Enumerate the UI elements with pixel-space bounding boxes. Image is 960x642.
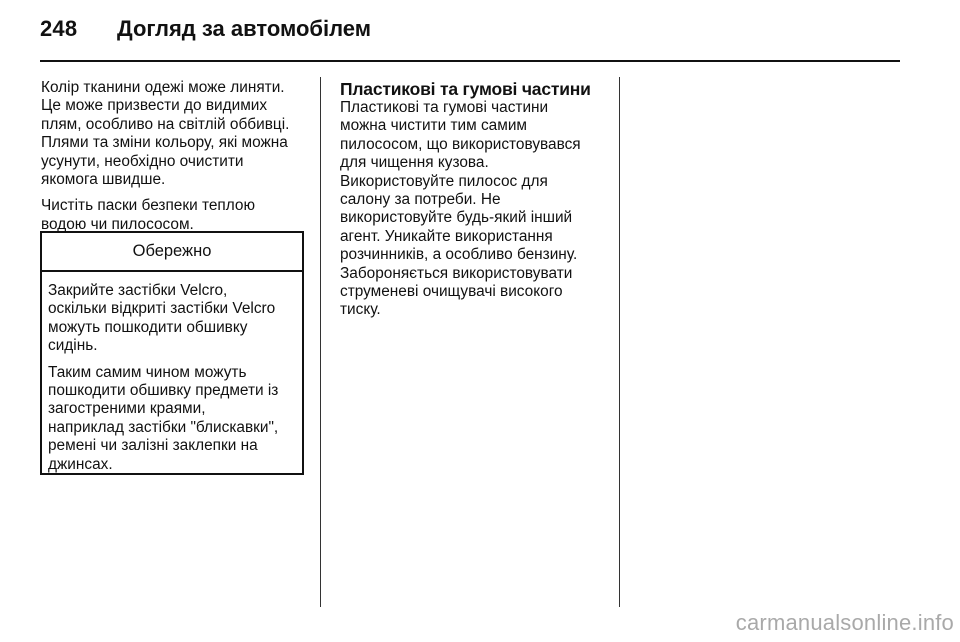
text-line: плям, особливо на світлій оббивці. xyxy=(41,115,290,133)
text-line: оскільки відкриті застібки Velcro xyxy=(48,300,276,318)
text-line: Колір тканини одежі може линяти. xyxy=(41,79,285,96)
text-line: салону за потреби. Не xyxy=(340,191,501,209)
text-line: Таким самим чином можуть xyxy=(48,363,247,381)
page-title: Догляд за автомобілем xyxy=(117,16,372,41)
header-divider xyxy=(40,60,900,62)
text-line: пошкодити обшивку предмети із xyxy=(48,382,279,400)
middle-column xyxy=(340,79,602,320)
text-line: якомога швидше. xyxy=(41,171,166,189)
text-line: розчинників, а особливо бензину. xyxy=(340,246,578,264)
velcro-paragraph xyxy=(48,282,296,356)
text-line: Забороняється використовувати xyxy=(340,264,573,282)
text-line: агент. Уникайте використання xyxy=(340,227,553,245)
text-line: для чищення кузова. xyxy=(340,154,489,172)
text-line: струменеві очищувачі високого xyxy=(340,283,563,301)
text-line: використовуйте будь-який інший xyxy=(340,209,573,227)
text-line: наприклад застібки "блискавки", xyxy=(48,418,279,436)
column-divider-right xyxy=(619,77,620,607)
section-heading: Пластикові та гумові частини xyxy=(340,79,591,99)
text-line: Це може призвести до видимих xyxy=(41,97,268,115)
text-line: тиску. xyxy=(340,301,381,319)
text-line: можуть пошкодити обшивку xyxy=(48,318,248,336)
text-line: джинсах. xyxy=(48,455,113,473)
text-line: Закрийте застібки Velcro, xyxy=(48,282,228,299)
fabric-color-paragraph xyxy=(41,79,303,189)
text-line: водою чи пилососом. xyxy=(41,215,194,233)
text-line: Пластикові та гумові частини xyxy=(340,99,549,116)
sharp-objects-paragraph xyxy=(48,364,296,474)
caution-box xyxy=(40,231,304,475)
watermark: carmanualsonline.info xyxy=(735,610,954,635)
text-line: Плями та зміни кольору, які можна xyxy=(41,134,288,152)
text-line: можна чистити тим самим xyxy=(340,117,527,135)
left-column xyxy=(41,79,303,234)
caution-title: Обережно xyxy=(42,233,302,272)
text-line: ремені чи залізні заклепки на xyxy=(48,437,258,455)
text-line: загостреними краями, xyxy=(48,400,206,418)
seat-belt-paragraph xyxy=(41,197,303,234)
page-number: 248 xyxy=(40,16,78,41)
text-line: сидінь. xyxy=(48,337,98,355)
text-line: усунути, необхідно очистити xyxy=(41,152,244,170)
plastic-rubber-paragraph xyxy=(340,99,602,320)
caution-body xyxy=(42,272,302,474)
text-line: пилососом, що використовувався xyxy=(340,135,581,153)
text-line: Чистіть паски безпеки теплою xyxy=(41,197,256,215)
column-divider-left xyxy=(320,77,321,607)
text-line: Використовуйте пилосос для xyxy=(340,172,548,190)
